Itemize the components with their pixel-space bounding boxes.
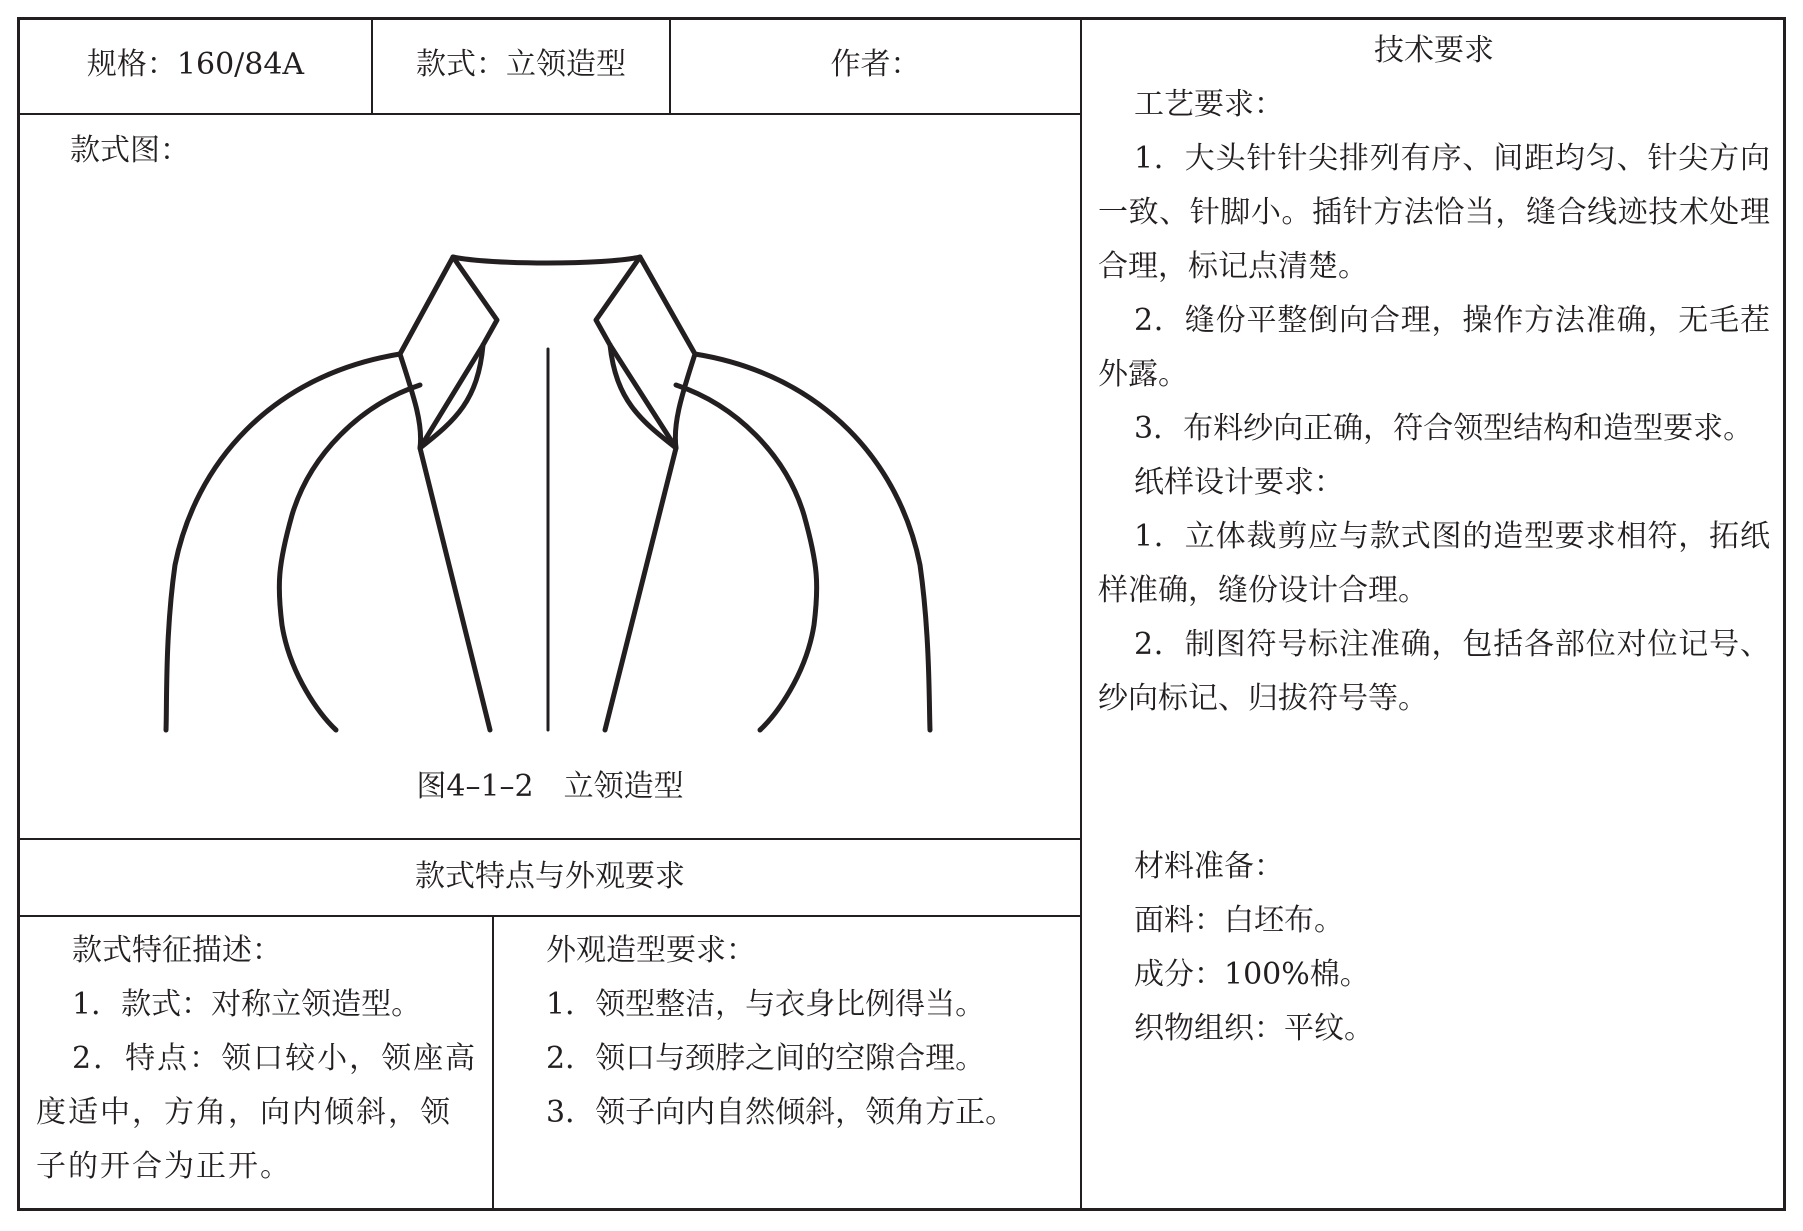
material-item-composition: 成分：100%棉。 bbox=[1134, 957, 1370, 992]
features-left-item-1: 1．款式：对称立领造型。 bbox=[72, 987, 422, 1022]
pattern-item-2: 2．制图符号标注准确，包括各部位对位记号、纱向标记、归拔符号等。 bbox=[1098, 627, 1770, 716]
features-left-item-2: 2．特点：领口较小，领座高度适中，方角，向内倾斜，领子的开合为正开。 bbox=[36, 1041, 478, 1184]
process-item-2: 2．缝份平整倒向合理，操作方法准确，无毛茬外露。 bbox=[1098, 303, 1770, 392]
process-item-3: 3．布料纱向正确，符合领型结构和造型要求。 bbox=[1134, 411, 1754, 446]
process-heading: 工艺要求： bbox=[1134, 87, 1284, 122]
column-divider-main bbox=[1080, 17, 1082, 1211]
features-left-heading: 款式特征描述： bbox=[72, 933, 282, 968]
features-column-divider bbox=[492, 915, 494, 1211]
style-cell: 款式：立领造型 bbox=[416, 47, 626, 82]
figure-caption: 图4–1–2 立领造型 bbox=[416, 769, 684, 804]
tech-requirements bbox=[1098, 78, 1770, 726]
material-item-fabric: 面料：白坯布。 bbox=[1134, 903, 1344, 938]
features-right-item-2: 2．领口与颈脖之间的空隙合理。 bbox=[546, 1041, 986, 1076]
tech-title: 技术要求 bbox=[1374, 33, 1494, 68]
material-heading: 材料准备： bbox=[1134, 849, 1284, 884]
pattern-item-1: 1．立体裁剪应与款式图的造型要求相符，拓纸样准确，缝份设计合理。 bbox=[1098, 519, 1770, 608]
features-right-item-1: 1．领型整洁，与衣身比例得当。 bbox=[546, 987, 986, 1022]
process-item-1: 1．大头针针尖排列有序、间距均匀、针尖方向一致、针脚小。插针方法恰当，缝合线迹技术处理合理，标记点清楚。 bbox=[1098, 141, 1770, 284]
drawing-label: 款式图： bbox=[70, 133, 190, 168]
features-right-column bbox=[510, 924, 1070, 1140]
collar-illustration bbox=[20, 115, 1080, 835]
features-right-heading: 外观造型要求： bbox=[546, 933, 756, 968]
drawing-row-divider bbox=[17, 838, 1082, 840]
material-item-weave: 织物组织：平纹。 bbox=[1134, 1011, 1374, 1046]
features-title-divider bbox=[17, 915, 1082, 917]
features-left-column bbox=[36, 924, 482, 1194]
materials-section bbox=[1098, 840, 1770, 1056]
spec-cell: 规格：160/84A bbox=[86, 47, 305, 82]
features-right-item-3: 3．领子向内自然倾斜，领角方正。 bbox=[546, 1095, 1016, 1130]
features-title: 款式特点与外观要求 bbox=[415, 859, 685, 894]
pattern-heading: 纸样设计要求： bbox=[1134, 465, 1344, 500]
author-cell: 作者： bbox=[830, 47, 921, 82]
